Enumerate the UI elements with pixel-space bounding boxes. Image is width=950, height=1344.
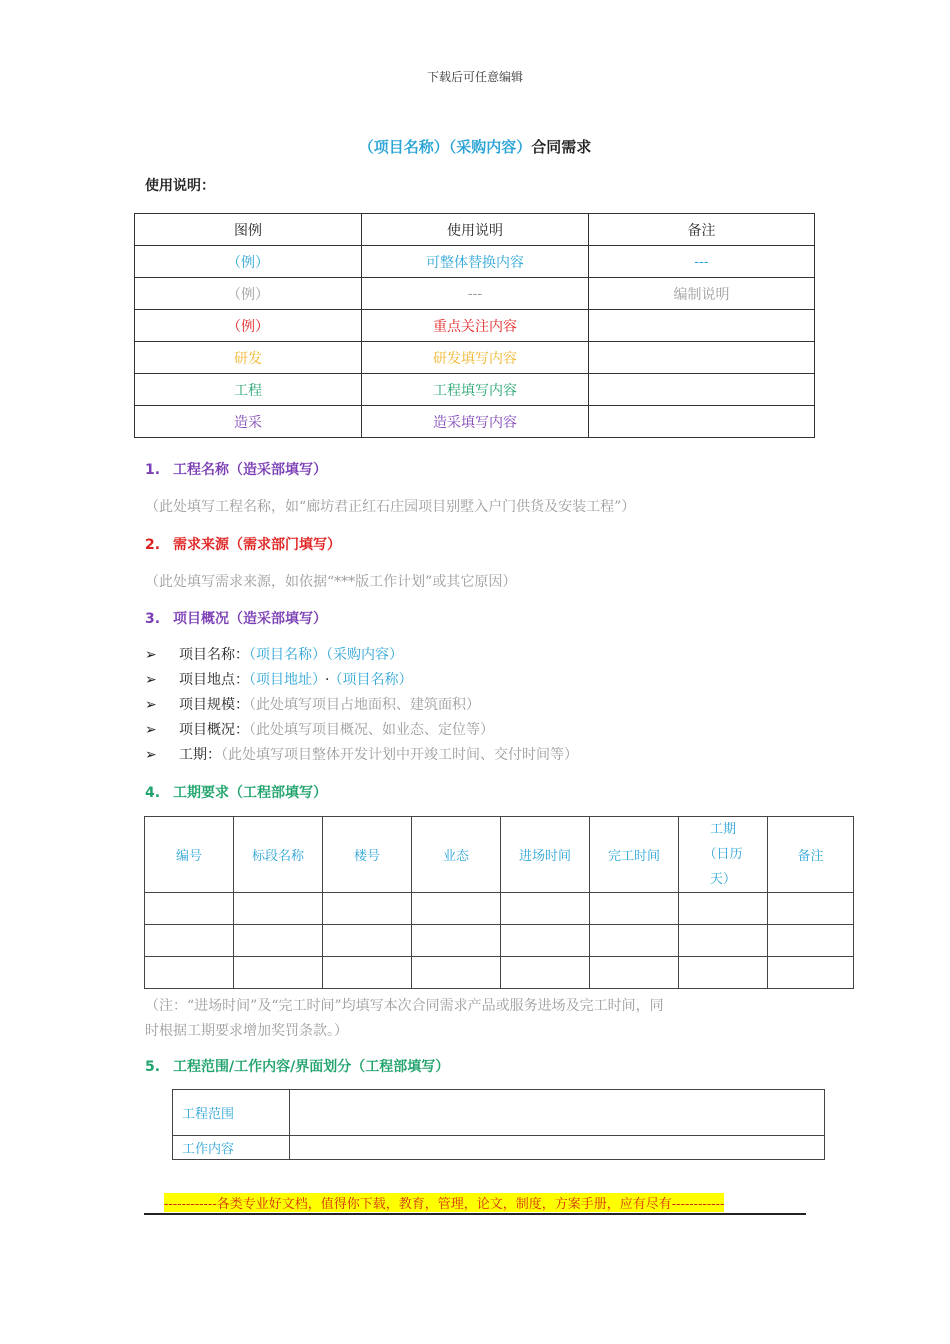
section-title: 工期要求（工程部填写）	[173, 785, 327, 801]
legend-header: 使用说明	[362, 214, 589, 246]
footer-divider	[144, 1213, 806, 1215]
legend-cell	[589, 342, 815, 374]
schedule-header-line: （日历	[703, 847, 743, 862]
schedule-header: 楼号	[323, 817, 412, 893]
legend-cell: ---	[362, 278, 589, 310]
section-number: 2.	[145, 537, 161, 553]
schedule-cell[interactable]	[412, 893, 501, 925]
table-row	[145, 893, 854, 925]
section-number: 5.	[145, 1059, 161, 1075]
legend-cell	[589, 310, 815, 342]
overview-label: 项目概况：	[179, 722, 249, 738]
scope-value-cell[interactable]	[290, 1090, 825, 1136]
title-placeholder: （项目名称）（采购内容）	[358, 138, 532, 156]
legend-cell	[589, 406, 815, 438]
list-item	[145, 645, 578, 670]
arrow-bullet-icon: ➢	[145, 722, 157, 738]
legend-cell: 造采填写内容	[362, 406, 589, 438]
overview-separator: ·	[325, 672, 330, 688]
legend-cell: 研发	[135, 342, 362, 374]
legend-cell: （例）	[135, 246, 362, 278]
legend-header-row	[135, 214, 815, 246]
schedule-header: 完工时间	[590, 817, 679, 893]
schedule-cell[interactable]	[501, 893, 590, 925]
section-5-heading	[145, 1056, 449, 1076]
section-number: 1.	[145, 462, 161, 478]
schedule-cell[interactable]	[145, 925, 234, 957]
legend-header: 图例	[135, 214, 362, 246]
schedule-cell[interactable]	[679, 893, 768, 925]
list-item	[145, 745, 578, 770]
legend-cell: 编制说明	[589, 278, 815, 310]
schedule-cell[interactable]	[234, 893, 323, 925]
legend-row	[135, 374, 815, 406]
schedule-cell[interactable]	[590, 925, 679, 957]
legend-cell: ---	[589, 246, 815, 278]
arrow-bullet-icon: ➢	[145, 647, 157, 663]
scope-value-cell[interactable]	[290, 1136, 825, 1160]
section-1-note: （此处填写工程名称，如“廊坊君正红石庄园项目别墅入户门供货及安装工程”）	[145, 499, 636, 515]
scope-table	[172, 1089, 825, 1160]
schedule-header-row	[145, 817, 854, 893]
section-title: 需求来源（需求部门填写）	[173, 537, 341, 553]
legend-cell: 工程	[135, 374, 362, 406]
schedule-table	[144, 816, 854, 989]
overview-value: （此处填写项目整体开发计划中开竣工时间、交付时间等）	[221, 747, 578, 763]
legend-cell: 重点关注内容	[362, 310, 589, 342]
section-2-heading	[145, 534, 341, 554]
schedule-cell[interactable]	[590, 957, 679, 989]
section-2-note: （此处填写需求来源，如依据“***版工作计划”或其它原因）	[145, 574, 517, 590]
schedule-cell[interactable]	[679, 957, 768, 989]
overview-value: （此处填写项目概况、如业态、定位等）	[249, 722, 494, 738]
schedule-header: 进场时间	[501, 817, 590, 893]
scope-label: 工程范围	[173, 1090, 290, 1136]
section-3-heading	[145, 608, 327, 628]
legend-row	[135, 278, 815, 310]
schedule-cell[interactable]	[679, 925, 768, 957]
section-title: 工程范围/工作内容/界面划分（工程部填写）	[173, 1059, 450, 1075]
legend-cell: 造采	[135, 406, 362, 438]
legend-row	[135, 406, 815, 438]
schedule-cell[interactable]	[501, 957, 590, 989]
schedule-cell[interactable]	[590, 893, 679, 925]
title-suffix: 合同需求	[531, 138, 592, 156]
legend-cell: （例）	[135, 310, 362, 342]
legend-header: 备注	[589, 214, 815, 246]
section-number: 4.	[145, 785, 161, 801]
legend-table	[134, 213, 815, 438]
overview-label: 项目名称：	[179, 647, 249, 663]
overview-value: （项目名称）（采购内容）	[249, 647, 403, 663]
list-item	[145, 695, 578, 720]
note-line: （注：“进场时间”及“完工时间”均填写本次合同需求产品或服务进场及完工时间，同	[145, 998, 664, 1014]
arrow-bullet-icon: ➢	[145, 672, 157, 688]
scope-label: 工作内容	[173, 1136, 290, 1160]
schedule-cell[interactable]	[768, 925, 854, 957]
page-title	[0, 136, 950, 157]
section-title: 项目概况（造采部填写）	[173, 611, 327, 627]
overview-value: （项目地址）	[249, 672, 319, 688]
table-row	[173, 1090, 825, 1136]
legend-cell: 工程填写内容	[362, 374, 589, 406]
legend-cell: 可整体替换内容	[362, 246, 589, 278]
header-note: 下载后可任意编辑	[426, 70, 523, 84]
schedule-header	[679, 817, 768, 893]
schedule-header-line: 天）	[709, 872, 736, 887]
schedule-cell[interactable]	[412, 925, 501, 957]
schedule-cell[interactable]	[145, 957, 234, 989]
section-4-heading	[145, 782, 327, 802]
schedule-header: 备注	[768, 817, 854, 893]
section-1-heading	[145, 459, 327, 479]
footer-banner: ------------各类专业好文档，值得你下载，教育，管理，论文，制度，方案手册，应有尽有------------	[164, 1193, 724, 1212]
overview-list	[145, 645, 578, 770]
schedule-cell[interactable]	[323, 925, 412, 957]
legend-row	[135, 342, 815, 374]
arrow-bullet-icon: ➢	[145, 747, 157, 763]
schedule-cell[interactable]	[234, 925, 323, 957]
schedule-cell[interactable]	[234, 957, 323, 989]
schedule-cell[interactable]	[145, 893, 234, 925]
schedule-header-line: 工期	[709, 822, 736, 837]
legend-cell	[589, 374, 815, 406]
schedule-cell[interactable]	[412, 957, 501, 989]
list-item	[145, 670, 578, 695]
section-number: 3.	[145, 611, 161, 627]
list-item	[145, 720, 578, 745]
schedule-cell[interactable]	[323, 893, 412, 925]
legend-cell: （例）	[135, 278, 362, 310]
legend-row	[135, 246, 815, 278]
schedule-cell[interactable]	[768, 957, 854, 989]
table-row	[145, 957, 854, 989]
schedule-cell[interactable]	[768, 893, 854, 925]
overview-value: （此处填写项目占地面积、建筑面积）	[249, 697, 480, 713]
schedule-header: 业态	[412, 817, 501, 893]
legend-cell: 研发填写内容	[362, 342, 589, 374]
legend-row	[135, 310, 815, 342]
note-line: 时根据工期要求增加奖罚条款。）	[145, 1023, 348, 1039]
section-4-note	[145, 994, 664, 1044]
overview-label: 工期：	[179, 747, 221, 763]
usage-label: 使用说明：	[145, 178, 215, 194]
schedule-cell[interactable]	[323, 957, 412, 989]
table-row	[173, 1136, 825, 1160]
overview-value: （项目名称）	[335, 672, 413, 688]
arrow-bullet-icon: ➢	[145, 697, 157, 713]
overview-label: 项目规模：	[179, 697, 249, 713]
table-row	[145, 925, 854, 957]
schedule-header: 标段名称	[234, 817, 323, 893]
section-title: 工程名称（造采部填写）	[173, 462, 327, 478]
schedule-cell[interactable]	[501, 925, 590, 957]
overview-label: 项目地点：	[179, 672, 249, 688]
schedule-header: 编号	[145, 817, 234, 893]
